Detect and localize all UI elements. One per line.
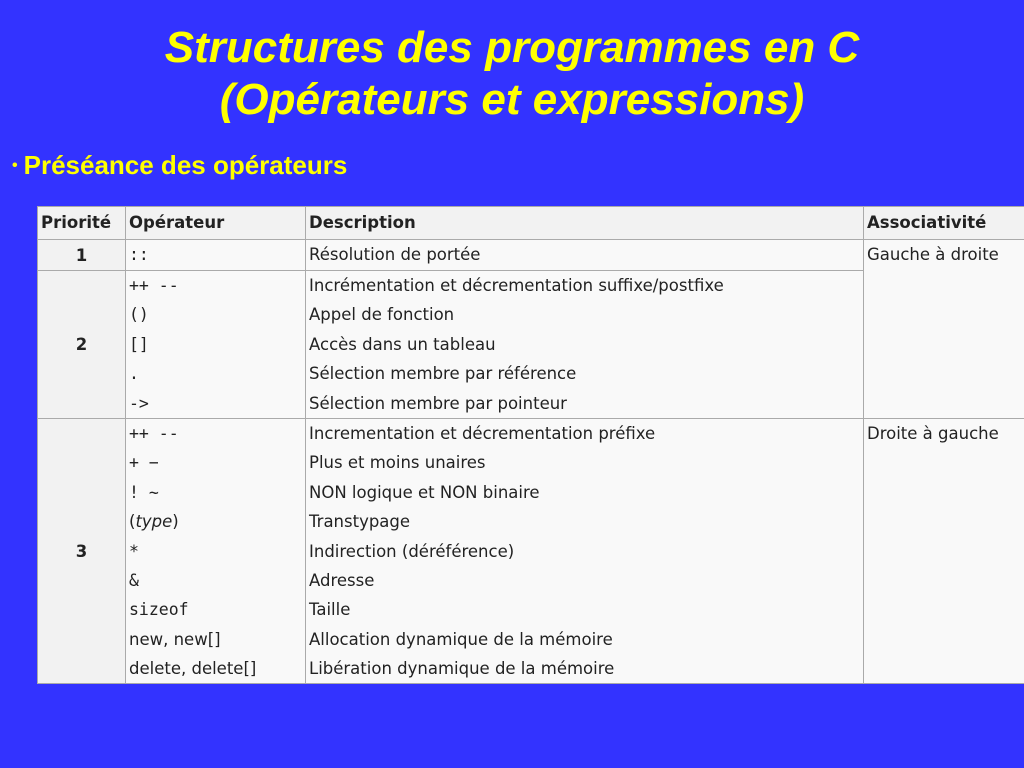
description-value: Sélection membre par pointeur [309,393,567,413]
priority-cell: 2 [38,271,126,419]
operator-cell [126,240,306,271]
slide-title [0,22,1024,126]
operator-value: -> [129,393,149,413]
description-value: Indirection (déréférence) [309,541,515,561]
title-line-2: (Opérateurs et expressions) [219,75,805,124]
operator-value: * [129,541,139,561]
operator-value: + − [129,453,159,473]
description-value: Transtypage [309,512,411,532]
associativity-value: Gauche à droite [867,245,999,264]
table-row-priority-1 [38,240,1024,271]
operator-value: ++ -- [129,423,179,443]
operator-value: sizeof [129,600,189,620]
operator-cell [126,418,306,684]
table-header-row [38,207,1024,240]
description-cell [306,240,864,271]
bullet-item [12,150,347,181]
bullet-text: Préséance des opérateurs [23,150,348,180]
operator-value: :: [129,245,149,264]
operator-value: & [129,570,139,590]
operator-value: ! ~ [129,482,159,502]
title-line-1: Structures des programmes en C [164,23,860,72]
operator-value: . [129,364,139,384]
operator-value: ++ -- [129,276,179,295]
description-value: Accès dans un tableau [309,334,496,354]
bullet-dot-icon: • [12,157,18,174]
description-value: Incrémentation et décrementation suffixe/postfixe [309,276,724,295]
description-value: Taille [309,600,351,620]
header-operator: Opérateur [126,207,306,240]
associativity-value: Droite à gauche [867,423,999,443]
cast-type-word: type [135,512,173,532]
description-value: Appel de fonction [309,305,455,325]
header-associativity: Associativité [864,207,1024,240]
header-description: Description [306,207,864,240]
description-value: Allocation dynamique de la mémoire [309,629,613,649]
operator-value: delete, delete[] [129,659,257,679]
operator-value: new, new[] [129,629,221,649]
table-row-priority-3 [38,418,1024,684]
description-value: NON logique et NON binaire [309,482,540,502]
operator-value: () [129,305,149,325]
operator-table-container [37,206,1024,684]
priority-cell: 1 [38,240,126,271]
description-value: Adresse [309,570,375,590]
description-cell [306,418,864,684]
operator-value: [] [129,334,149,354]
operator-value [129,507,302,536]
description-value: Plus et moins unaires [309,453,486,473]
associativity-cell [864,418,1024,684]
description-value: Résolution de portée [309,245,481,264]
header-priority: Priorité [38,207,126,240]
description-cell [306,271,864,419]
cast-open-paren: ( [129,512,136,532]
cast-close-paren: ) [172,512,179,532]
operator-cell [126,271,306,419]
description-value: Sélection membre par référence [309,364,577,384]
operator-precedence-table [37,206,1024,684]
description-value: Incrementation et décrementation préfixe [309,423,656,443]
description-value: Libération dynamique de la mémoire [309,659,615,679]
associativity-cell [864,240,1024,419]
priority-cell: 3 [38,418,126,684]
